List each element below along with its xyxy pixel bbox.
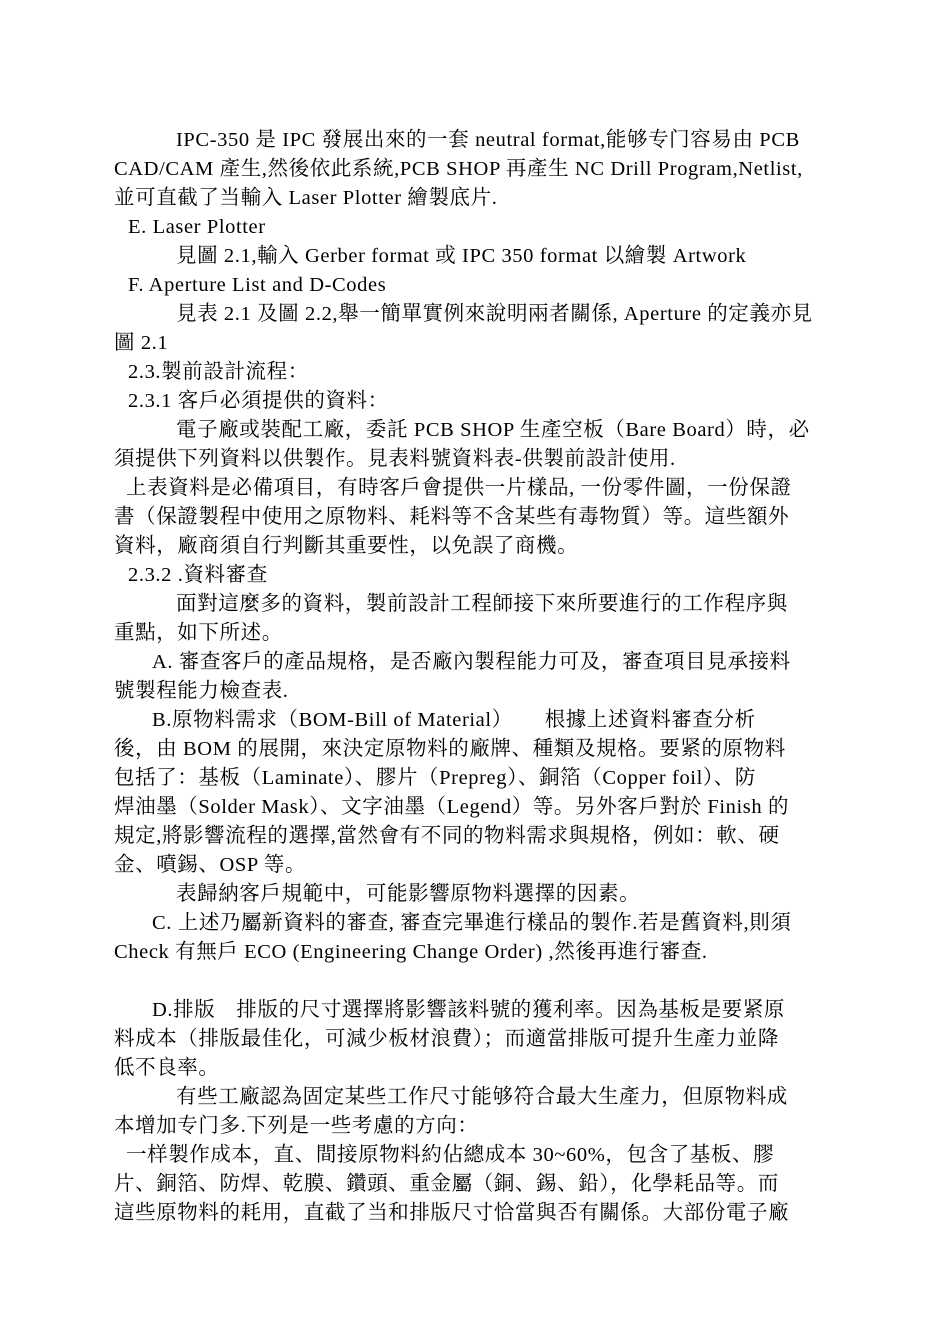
text-line: Check 有無戶 ECO (Engineering Change Order) ,然後再進行審查. — [114, 941, 708, 963]
text-line: 須提供下列資料以供製作。見表料號資料表-供製前設計使用. — [114, 448, 676, 470]
text-line: 資料，廠商須自行判斷其重要性，以免誤了商機。 — [114, 535, 579, 557]
text-line: 本增加专门多.下列是一些考慮的方向： — [114, 1115, 479, 1137]
text-line: 低不良率。 — [114, 1057, 220, 1079]
section-heading: E. Laser Plotter — [128, 216, 266, 238]
text-line: 見表 2.1 及圖 2.2,舉一簡單實例來說明兩者關係, Aperture 的定義亦見 — [176, 303, 813, 325]
text-line: 上表資料是必備項目，有時客戶會提供一片樣品, 一份零件圖，一份保證 — [126, 477, 792, 499]
text-line: 規定,將影響流程的選擇,當然會有不同的物料需求與規格，例如：軟、硬 — [114, 825, 780, 847]
text-line: 一样製作成本，直、間接原物料約佔總成本 30~60%，包含了基板、膠 — [126, 1144, 775, 1166]
text-line: 號製程能力檢查表. — [114, 680, 289, 702]
text-line: 表歸納客戶規範中，可能影響原物料選擇的因素。 — [176, 883, 641, 905]
text-line: 電子廠或裝配工廠，委託 PCB SHOP 生產空板（Bare Board）時，必 — [176, 419, 810, 441]
text-line: 見圖 2.1,輸入 Gerber format 或 IPC 350 format 以繪製 Artwork — [176, 245, 747, 267]
text-line: 片、銅箔、防焊、乾膜、鑽頭、重金屬（銅、錫、鉛），化學耗品等。而 — [114, 1173, 779, 1195]
text-line: 後，由 BOM 的展開，來決定原物料的廠牌、種類及規格。要紧的原物料 — [114, 738, 786, 760]
text-line: IPC-350 是 IPC 發展出來的一套 neutral format,能够专门容易由 PCB — [176, 129, 800, 151]
text-line: D.排版 排版的尺寸選擇將影響該料號的獲利率。因為基板是要紧原 — [152, 999, 786, 1021]
section-heading: F. Aperture List and D-Codes — [128, 274, 387, 296]
text-line: 金、噴錫、OSP 等。 — [114, 854, 307, 876]
text-line: 面對這麼多的資料，製前設計工程師接下來所要進行的工作程序與 — [176, 593, 788, 615]
text-line: CAD/CAM 產生,然後依此系統,PCB SHOP 再產生 NC Drill Program,Netlist, — [114, 158, 803, 180]
text-line: 這些原物料的耗用，直截了当和排版尺寸恰當與否有關係。大部份電子廠 — [114, 1202, 790, 1224]
text-line: 焊油墨（Solder Mask）、文字油墨（Legend）等。另外客戶對於 Finish 的 — [114, 796, 790, 818]
text-line: 重點，如下所述。 — [114, 622, 283, 644]
text-line: 有些工廠認為固定某些工作尺寸能够符合最大生產力，但原物料成 — [176, 1086, 788, 1108]
text-line: 書（保證製程中使用之原物料、耗料等不含某些有毒物質）等。這些額外 — [114, 506, 790, 528]
text-line: 並可直截了当輸入 Laser Plotter 繪製底片. — [114, 187, 498, 209]
text-line: 料成本（排版最佳化，可減少板材浪費）；而適當排版可提升生產力並降 — [114, 1028, 779, 1050]
text-line: A. 審查客戶的產品規格，是否廠內製程能力可及，審查項目見承接料 — [152, 651, 791, 673]
section-heading: 2.3.2 .資料審查 — [128, 564, 268, 586]
text-line: 包括了：基板（Laminate）、膠片（Prepreg）、銅箔（Copper foil）、防 — [114, 767, 756, 789]
section-heading: 2.3.製前設計流程： — [128, 361, 309, 383]
section-heading: 2.3.1 客戶必須提供的資料： — [128, 390, 389, 412]
text-line: 圖 2.1 — [114, 332, 169, 354]
text-line: C. 上述乃屬新資料的審查, 審查完畢進行樣品的製作.若是舊資料,則須 — [152, 912, 792, 934]
text-line: B.原物料需求（BOM-Bill of Material） 根據上述資料審查分析 — [152, 709, 756, 731]
